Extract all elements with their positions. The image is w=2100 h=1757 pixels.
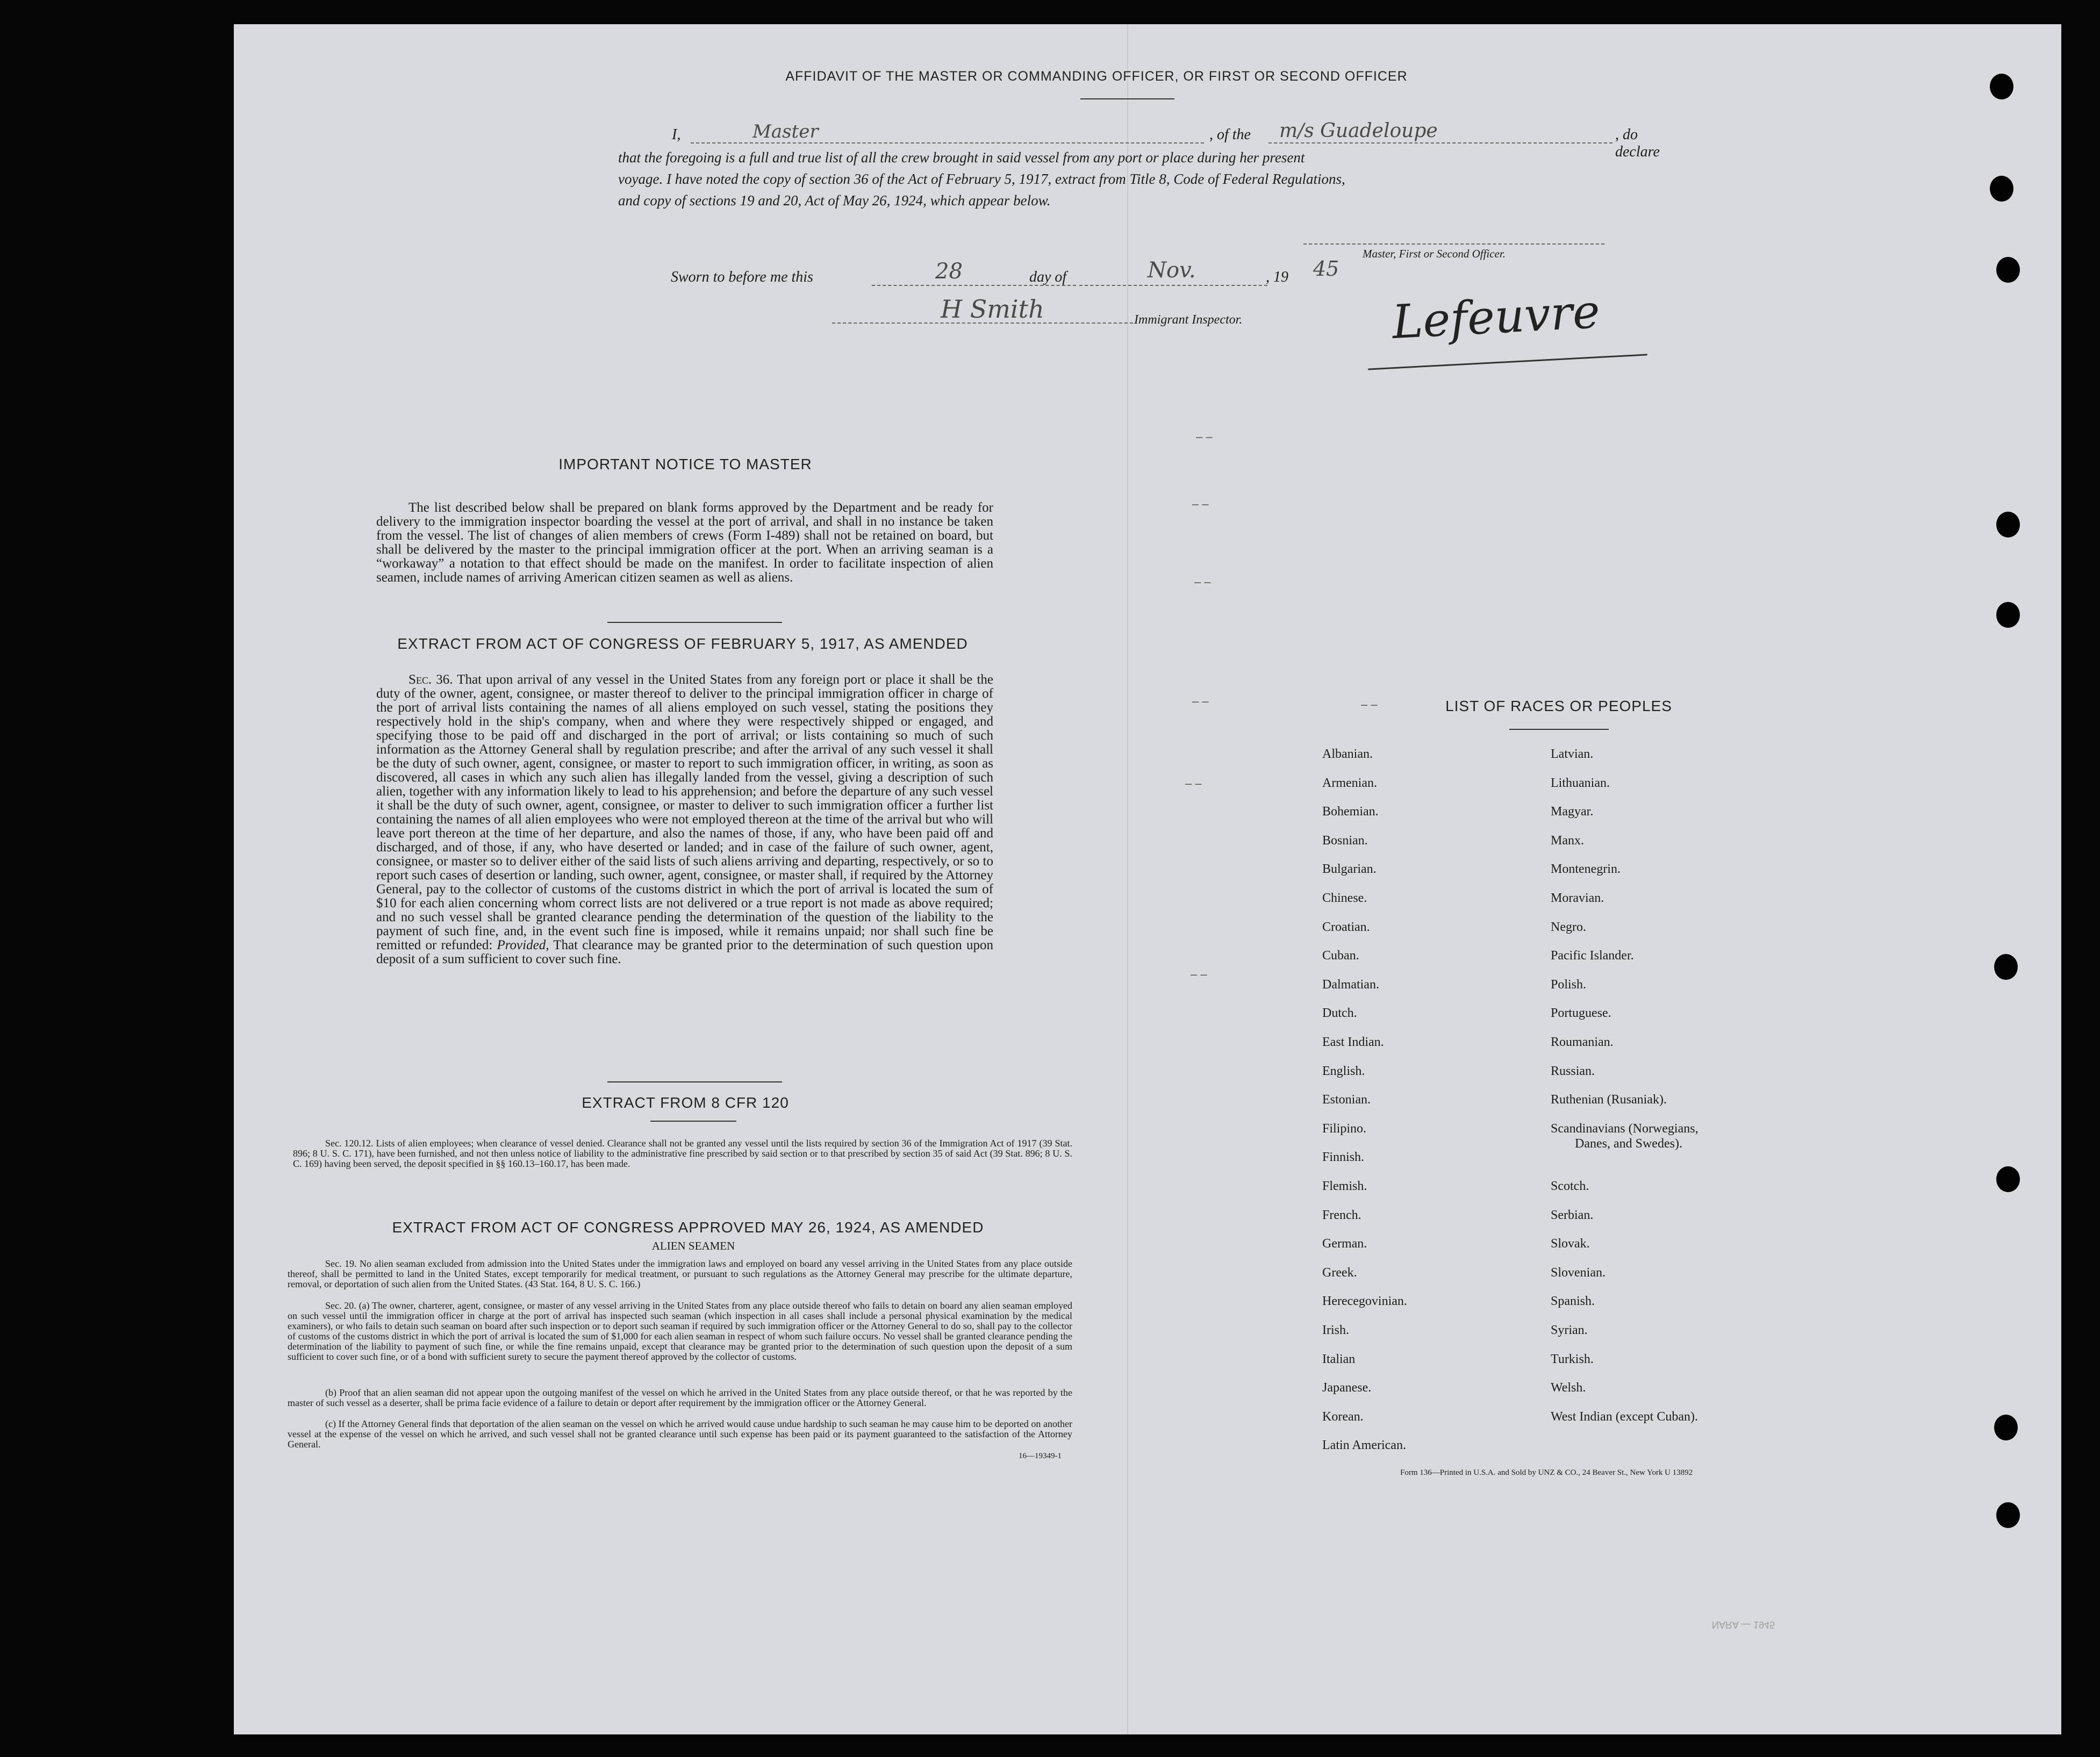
sec20b-text: (b) Proof that an alien seaman did not appear upon the outgoing manifest of the vessel on which he arrived in the United States from any place outside thereof, or that he was reported by the master of such vessel as a deserter, shall be prima facie evidence of a failure to detain or deport after requirement by the immigration officer or the Attorney General.	[288, 1387, 1072, 1408]
race-item: Korean.	[1322, 1409, 1364, 1424]
year-prefix: , 19	[1266, 269, 1288, 285]
races-title: LIST OF RACES OR PEOPLES	[1445, 698, 1672, 714]
race-item: Irish.	[1322, 1323, 1349, 1337]
day-handwritten: 28	[935, 259, 963, 284]
race-item: Ruthenian (Rusaniak).	[1551, 1093, 1667, 1107]
affidavit-title: AFFIDAVIT OF THE MASTER OR COMMANDING OFFICER, OR FIRST OR SECOND OFFICER	[785, 69, 1408, 84]
year-handwritten: 45	[1313, 257, 1339, 281]
month-line	[1079, 285, 1267, 286]
provided-text: That clearance may be granted prior to the determination of such question upon deposit of a sum sufficient to cover such fine.	[376, 938, 993, 966]
divider	[650, 1121, 736, 1122]
race-item: Dalmatian.	[1322, 977, 1379, 992]
race-item: Cuban.	[1322, 949, 1359, 963]
i-word: I,	[672, 126, 681, 143]
race-item: Dutch.	[1322, 1006, 1357, 1021]
binder-hole	[1996, 1502, 2020, 1528]
fold-mark: – –	[1192, 497, 1209, 511]
race-item: French.	[1322, 1208, 1361, 1222]
race-item: Japanese.	[1322, 1381, 1372, 1395]
race-item: Italian	[1322, 1352, 1356, 1366]
cfr-text: Sec. 120.12. Lists of alien employees; when clearance of vessel denied. Clearance shall not be granted any vessel until the lists required by section 36 of the Immigration Act of 1917 (39 Stat. 896; 8 U. S. C. 171), have been furnished, and not then unless notice of liability to the administrative fine prescribed by said section or to that prescribed by section 35 of said Act (39 Stat. 896; 8 U. S. C. 169) having been served, the deposit specified in §§ 160.13–160.17, has been made.	[293, 1138, 1072, 1169]
race-item: Pacific Islander.	[1551, 949, 1634, 963]
binder-hole	[1996, 602, 2020, 628]
race-item: English.	[1322, 1064, 1365, 1078]
notice-text: The list described below shall be prepared on blank forms approved by the Department and be ready for delivery to the immigration inspector boarding the vessel at the port of arrival, and shall in no instance be taken from the vessel. The list of changes of alien members of crews (Form I-489) shall not be retained on board, but shall be delivered by the master to the principal immigration officer at the port. When an arriving seaman is a “workaway” a notation to that effect should be made on the manifest. In order to facilitate inspection of alien seamen, include names of arriving American citizen seamen as well as aliens.	[376, 500, 993, 585]
master-signature-line	[1303, 243, 1604, 245]
race-item: Filipino.	[1322, 1121, 1367, 1136]
fold-mark: – –	[1361, 698, 1378, 711]
race-item: Moravian.	[1551, 891, 1604, 905]
race-item: Manx.	[1551, 833, 1584, 848]
race-item: Serbian.	[1551, 1208, 1594, 1222]
race-item: Roumanian.	[1551, 1035, 1614, 1049]
archive-stamp: NARA — 1945	[1712, 1619, 1775, 1630]
race-item: Negro.	[1551, 920, 1586, 934]
cfr-title: EXTRACT FROM 8 CFR 120	[582, 1094, 789, 1111]
notice-title: IMPORTANT NOTICE TO MASTER	[558, 456, 812, 472]
inspector-handwritten: H Smith	[941, 295, 1044, 324]
affidavit-line-2: that the foregoing is a full and true list of all the crew brought in said vessel from any port or place during her present	[618, 149, 1305, 166]
fold-mark: – –	[1196, 430, 1213, 443]
sec36-text: That upon arrival of any vessel in the United States from any foreign port or place it shall be the duty of the owner, agent, consignee, or master thereof to deliver to the principal immigration officer in charge of the port of arrival lists containing the names of all aliens employed on such vessel, stating the positions they respectively hold in the ship's company, when and where they were respectively shipped or engaged, and specifying those to be paid off and discharged in the port of arrival; or lists containing so much of such information as the Attorney General shall by regulation prescribe; and after the arrival of any such vessel it shall be the duty of such owner, agent, consignee, or master to report to such immigration officer, in writing, as soon as discovered, all cases in which any such alien has illegally landed from the vessel, giving a description of such alien, together with any information likely to lead to his apprehension; and before the departure of any such vessel it shall be the duty of such owner, agent, consignee, or master to deliver to such immigration officer a further list containing the names of all alien employees who were not employed thereon at the time of the arrival but who will leave port thereon at the time of her departure, and also the names of those, if any, who have been paid off and discharged, and of those, if any, who have deserted or landed; and in case of the failure of such owner, agent, consignee, or master so to deliver either of the said lists of such aliens arriving and departing, respectively, or so to report such cases of desertion or landing, such owner, agent, consignee, or master shall, if required by the Attorney General, pay to the collector of customs of the customs district in which the port of arrival is located the sum of $10 for each alien concerning whom correct lists are not delivered or a true report is not made as above required; and no such vessel shall be granted clearance pending the determination of the question of the liability to the payment of such fine, and, in the event such fine is imposed, while it remains unpaid; nor shall such fine be remitted or refunded:	[376, 672, 993, 952]
alien-seamen-subtitle: ALIEN SEAMEN	[651, 1239, 735, 1252]
divider	[607, 1081, 782, 1082]
race-item: East Indian.	[1322, 1035, 1384, 1049]
race-item: Scandinavians (Norwegians,	[1551, 1121, 1698, 1136]
master-signature: Lefeuvre	[1391, 284, 1602, 350]
race-item: Finnish.	[1322, 1150, 1365, 1165]
race-item: Bohemian.	[1322, 805, 1379, 819]
form-note: Form 136—Printed in U.S.A. and Sold by UNZ & CO., 24 Beaver St., New York U 13892	[1400, 1468, 1693, 1477]
day-of-text: day of	[1029, 269, 1067, 285]
sec20c-text: (c) If the Attorney General finds that deportation of the alien seaman on the vessel on which he arrived would cause undue hardship to such seaman he may cause him to be deported on another vessel at the expense of the vessel on which he arrived, and such vessel shall not be granted clearance until such expense has been paid or its payment guaranteed to the satisfaction of the Attorney General.	[288, 1418, 1072, 1450]
race-item: Magyar.	[1551, 805, 1594, 819]
race-item: Slovenian.	[1551, 1265, 1606, 1280]
extract1917-title: EXTRACT FROM ACT OF CONGRESS OF FEBRUARY 5, 1917, AS AMENDED	[397, 635, 968, 652]
race-item: Portuguese.	[1551, 1006, 1611, 1021]
race-item: Latvian.	[1551, 747, 1594, 761]
master-name-handwritten: Master	[752, 121, 819, 142]
provided-label: Provided,	[497, 938, 549, 952]
race-item: Montenegrin.	[1551, 862, 1621, 877]
divider	[1080, 98, 1174, 99]
fold-mark: – –	[1194, 575, 1211, 589]
binder-hole	[1996, 512, 2020, 537]
race-item: Chinese.	[1322, 891, 1367, 905]
of-the-text: , of the	[1209, 126, 1251, 143]
sec19-text: Sec. 19. No alien seaman excluded from admission into the United States under the immigration laws and employed on board any vessel arriving in the United States from any place outside thereof, shall be permitted to land in the United States, except temporarily for medical treatment, or pursuant to such regulations as the Attorney General may prescribe for the ultimate departure, removal, or deportation of such alien from the United States. (43 Stat. 164, 8 U. S. C. 166.)	[288, 1258, 1072, 1289]
fold-mark: – –	[1191, 967, 1207, 981]
binder-hole	[1994, 1415, 2018, 1440]
race-item: Flemish.	[1322, 1179, 1367, 1193]
race-item: Albanian.	[1322, 747, 1373, 761]
race-item: Spanish.	[1551, 1294, 1595, 1309]
race-item: Welsh.	[1551, 1381, 1586, 1395]
binder-hole	[1994, 954, 2018, 980]
race-item: Estonian.	[1322, 1093, 1371, 1107]
sworn-text: Sworn to before me this	[671, 269, 813, 285]
binder-hole	[1990, 176, 2013, 202]
race-item: Greek.	[1322, 1265, 1357, 1280]
master-label: Master, First or Second Officer.	[1363, 247, 1506, 260]
race-item: Scotch.	[1551, 1179, 1589, 1193]
race-item: Turkish.	[1551, 1352, 1594, 1366]
fold-mark: – –	[1185, 777, 1202, 790]
divider	[607, 622, 782, 623]
binder-hole	[1990, 74, 2013, 99]
master-name-line	[691, 142, 1204, 144]
race-item: Latin American.	[1322, 1438, 1406, 1453]
do-declare-text: , do declare	[1615, 126, 1660, 160]
race-item: Herecegovinian.	[1322, 1294, 1407, 1309]
sec20a-text: Sec. 20. (a) The owner, charterer, agent, consignee, or master of any vessel arriving in the United States from any place outside thereof who fails to detain on board any alien seaman employed on such vessel until the immigration officer in charge at the port of arrival has inspected such seaman (which inspection in all cases shall include a personal physical examination by the medical examiners), or who fails to detain such seaman on board after such inspection or to deport such seaman if required by such immigration officer or the Attorney General to do so, shall pay to the collector of customs of the customs district in which the port of arrival is located the sum of $1,000 for each alien seaman in respect of whom such failure occurs. No vessel shall be granted clearance pending the determination of the liability to payment of such fine, or while the fine remains unpaid, except that clearance may be granted prior to the determination of such question upon the deposit of a sum sufficient to cover such fine, or of a bond with sufficient surety to secure the payment thereof approved by the collector of customs.	[288, 1300, 1072, 1362]
inspector-label: Immigrant Inspector.	[1134, 313, 1243, 327]
race-item: Slovak.	[1551, 1237, 1590, 1251]
fold-mark: – –	[1192, 694, 1209, 708]
race-item-continuation: Danes, and Swedes).	[1575, 1136, 1682, 1151]
race-item: Russian.	[1551, 1064, 1595, 1078]
race-item: Lithuanian.	[1551, 776, 1610, 790]
race-item: Syrian.	[1551, 1323, 1588, 1337]
binder-hole	[1996, 257, 2020, 283]
race-item: Croatian.	[1322, 920, 1370, 934]
affidavit-line-3: voyage. I have noted the copy of section 36 of the Act of February 5, 1917, extract from Title 8, Code of Federal Regulations,	[618, 171, 1345, 187]
race-item: Bosnian.	[1322, 833, 1368, 848]
vessel-handwritten: m/s Guadeloupe	[1279, 120, 1438, 142]
affidavit-line-4: and copy of sections 19 and 20, Act of May 26, 1924, which appear below.	[618, 192, 1051, 209]
page-fold	[1127, 24, 1128, 1734]
divider	[1509, 729, 1609, 730]
extract1917-text	[376, 673, 993, 966]
race-item: Armenian.	[1322, 776, 1377, 790]
form-code: 16—19349-1	[1019, 1452, 1062, 1460]
vessel-line	[1268, 142, 1612, 144]
month-handwritten: Nov.	[1148, 258, 1196, 283]
extract1924-title: EXTRACT FROM ACT OF CONGRESS APPROVED MAY 26, 1924, AS AMENDED	[392, 1219, 984, 1236]
race-item: Polish.	[1551, 977, 1587, 992]
race-item: Bulgarian.	[1322, 862, 1377, 877]
sec36-label: Sec. 36.	[408, 672, 453, 687]
race-item: West Indian (except Cuban).	[1551, 1409, 1698, 1424]
race-item: German.	[1322, 1237, 1367, 1251]
binder-hole	[1996, 1166, 2020, 1192]
